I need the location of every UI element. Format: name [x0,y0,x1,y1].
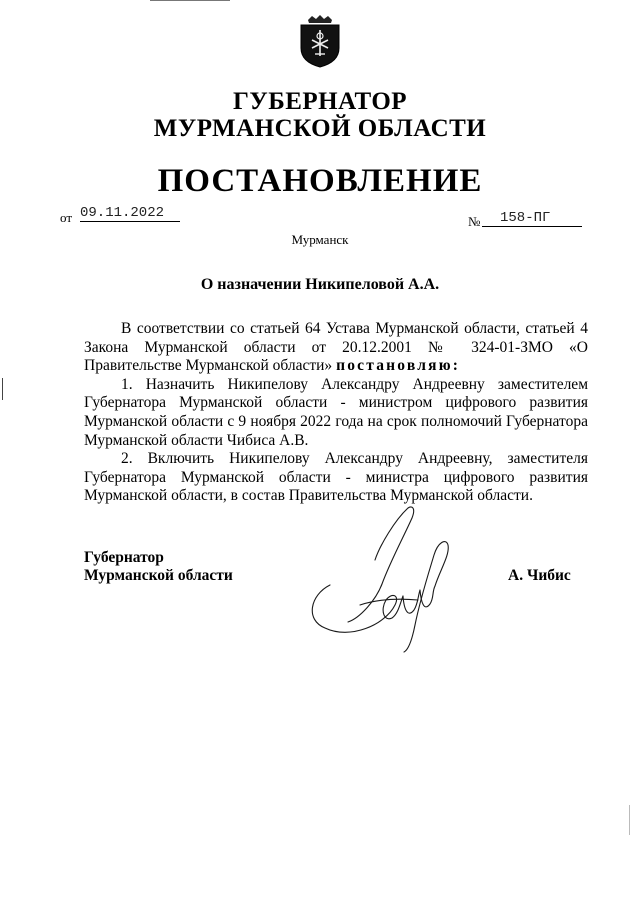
signatory-title-line-2: Мурманской области [84,567,233,584]
scan-edge-mark [150,0,230,1]
coat-of-arms-icon [298,14,342,68]
document-type-title: ПОСТАНОВЛЕНИЕ [157,163,483,199]
body-paragraph-preamble [84,320,588,376]
signatory-name: А. Чибис [508,567,571,584]
authority-line-2: МУРМАНСКОЙ ОБЛАСТИ [153,115,487,142]
resolution-word: постановляю: [336,357,461,375]
signatory-title-line-1: Губернатор [84,549,164,566]
document-date: 09.11.2022 [80,205,180,222]
scan-edge-mark [2,378,3,400]
document-body [84,320,588,506]
document-subject: О назначении Никипеловой А.А. [200,276,440,293]
body-paragraph-item-2: 2. Включить Никипелову Александру Андреевну, заместителя Губернатора Мурманской области - министра цифрового развития Мурманской области, в состав Правительства Мурманской области. [84,450,588,505]
handwritten-signature [300,500,470,670]
document-number: 158-ПГ [482,210,582,227]
authority-line-1: ГУБЕРНАТОР [232,88,408,115]
date-prefix: от [60,210,73,225]
issue-city: Мурманск [291,232,349,247]
scan-edge-mark [629,805,630,835]
preamble-text: В соответствии со статьей 64 Устава Мурманской области, статьей 4 Закона Мурманской области от 20.12.2001 № 324-01-ЗМО «О Правительстве Мурманской области» [84,320,588,375]
number-prefix: № [468,214,481,229]
body-paragraph-item-1: 1. Назначить Никипелову Александру Андреевну заместителем Губернатора Мурманской области - министром цифрового развития Мурманской области с 9 ноября 2022 года на срок полномочий Губернатора Мурманской области Чибиса А.В. [84,375,588,449]
